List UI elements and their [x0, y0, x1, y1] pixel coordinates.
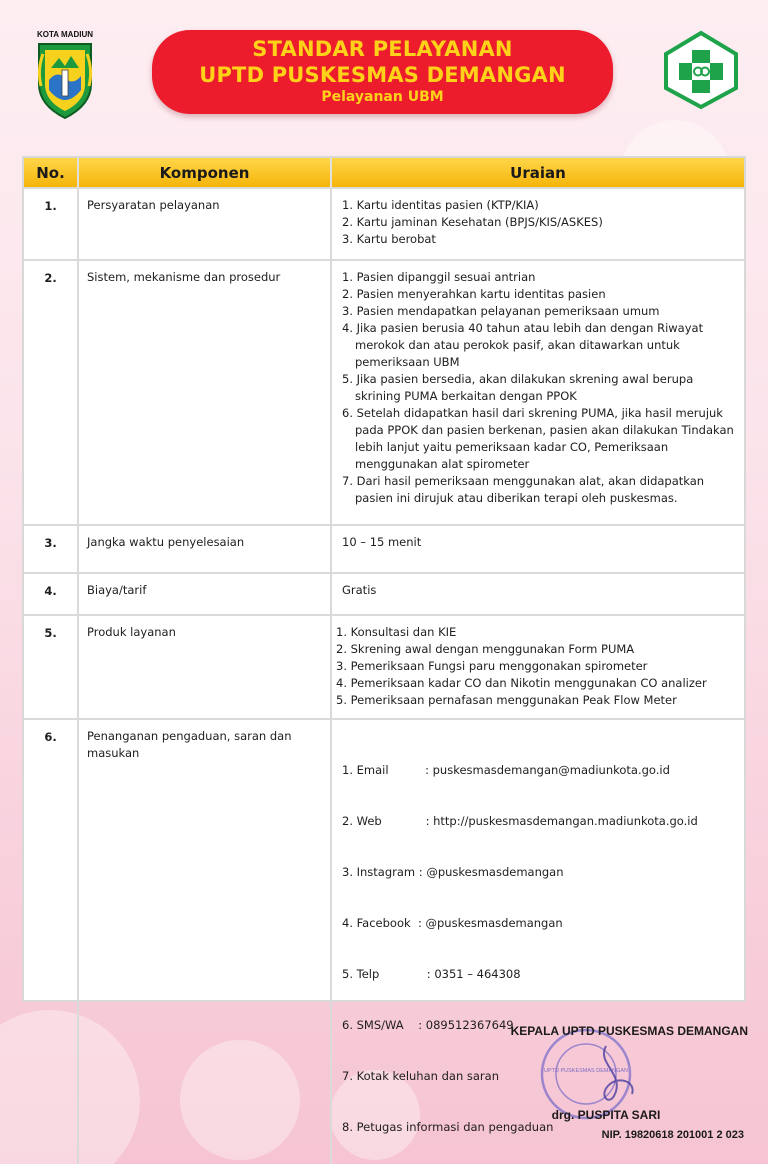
column-header-komponen: Komponen: [78, 158, 331, 188]
row-component: Penanganan pengaduan, saran dan masukan: [78, 719, 331, 1164]
column-header-uraian: Uraian: [331, 158, 744, 188]
list-item: 7. Kotak keluhan dan saran: [342, 1069, 499, 1083]
row-component: Produk layanan: [78, 615, 331, 719]
row-number: 2.: [24, 260, 78, 525]
list-item: 3. Kartu berobat: [342, 232, 436, 246]
table-row: [24, 573, 744, 615]
list-item: 2. Kartu jaminan Kesehatan (BPJS/KIS/ASKES): [342, 215, 603, 229]
list-item: 2. Skrening awal dengan menggunakan Form PUMA: [336, 642, 635, 656]
city-label: KOTA MADIUN: [37, 30, 93, 39]
list-item: 3. Instagram : @puskesmasdemangan: [342, 865, 564, 879]
signature-title: KEPALA UPTD PUSKESMAS DEMANGAN: [510, 1024, 748, 1038]
page-title: STANDAR PELAYANAN: [252, 37, 513, 61]
row-number: 1.: [24, 188, 78, 260]
list-item: 4. Jika pasien berusia 40 tahun atau lebih dan dengan Riwayat merokok dan atau perokok pasif, akan ditawarkan untuk pemeriksaan UBM: [342, 321, 704, 369]
page-title-org: UPTD PUSKESMAS DEMANGAN: [199, 63, 566, 87]
list-item: 1. Kartu identitas pasien (KTP/KIA): [342, 198, 539, 212]
table-row: [24, 615, 744, 719]
signature-nip: NIP. 19820618 201001 2 023: [601, 1129, 744, 1141]
signature-name: drg. PUSPITA SARI: [551, 1108, 661, 1122]
row-number: 6.: [24, 719, 78, 1164]
table-row: [24, 260, 744, 525]
page-subtitle: Pelayanan UBM: [321, 89, 444, 105]
list-item: 4. Pemeriksaan kadar CO dan Nikotin menggunakan CO analizer: [336, 676, 707, 690]
table-row: [24, 525, 744, 573]
row-component: Sistem, mekanisme dan prosedur: [78, 260, 331, 525]
row-component: Persyaratan pelayanan: [78, 188, 331, 260]
row-number: 3.: [24, 525, 78, 573]
list-item: 2. Web : http://puskesmasdemangan.madiunkota.go.id: [342, 814, 698, 828]
list-item: 4. Facebook : @puskesmasdemangan: [342, 916, 563, 930]
row-number: 4.: [24, 573, 78, 615]
puskesmas-cross-icon: [662, 30, 740, 110]
table-row: [24, 188, 744, 260]
row-number: 5.: [24, 615, 78, 719]
list-item: 3. Pasien mendapatkan pelayanan pemeriksaan umum: [342, 304, 660, 318]
row-description: [331, 615, 744, 719]
puskesmas-logo: [662, 30, 740, 114]
row-description: [331, 260, 744, 525]
list-item: 5. Telp : 0351 – 464308: [342, 967, 521, 981]
list-item: 8. Petugas informasi dan pengaduan: [342, 1120, 554, 1134]
list-item: 2. Pasien menyerahkan kartu identitas pasien: [342, 287, 606, 301]
list-item: 1. Email : puskesmasdemangan@madiunkota.go.id: [342, 763, 670, 777]
table-header-row: [24, 158, 744, 188]
stamp-text: UPTD PUSKESMAS DEMANGAN: [543, 1068, 629, 1074]
list-item: 7. Dari hasil pemeriksaan menggunakan alat, akan didapatkan pasien ini dirujuk atau diberikan terapi oleh puskesmas.: [342, 474, 705, 505]
city-emblem-icon: [33, 40, 97, 120]
list-item: 5. Jika pasien bersedia, akan dilakukan skrening awal berupa skrining PUMA berkaitan dengan PPOK: [342, 372, 694, 403]
column-header-no: No.: [24, 158, 78, 188]
list-item: 6. Setelah didapatkan hasil dari skrening PUMA, jika hasil merujuk pada PPOK dan pasien berkenan, pasien akan dilakukan Tindakan lebih lanjut yaitu pemeriksaan kadar CO, Pemeriksaan menggunakan alat spirometer: [342, 406, 734, 471]
row-description: 10 – 15 menit: [331, 525, 744, 573]
row-description: Gratis: [331, 573, 744, 615]
title-banner: [152, 30, 613, 114]
list-item: 6. SMS/WA : 089512367649: [342, 1018, 514, 1032]
list-item: 1. Konsultasi dan KIE: [336, 625, 457, 639]
list-item: 1. Pasien dipanggil sesuai antrian: [342, 270, 536, 284]
row-component: Jangka waktu penyelesaian: [78, 525, 331, 573]
city-logo: [30, 30, 100, 122]
row-component: Biaya/tarif: [78, 573, 331, 615]
list-item: 3. Pemeriksaan Fungsi paru menggonakan spirometer: [336, 659, 648, 673]
row-description: [331, 188, 744, 260]
list-item: 5. Pemeriksaan pernafasan menggunakan Peak Flow Meter: [336, 693, 677, 707]
